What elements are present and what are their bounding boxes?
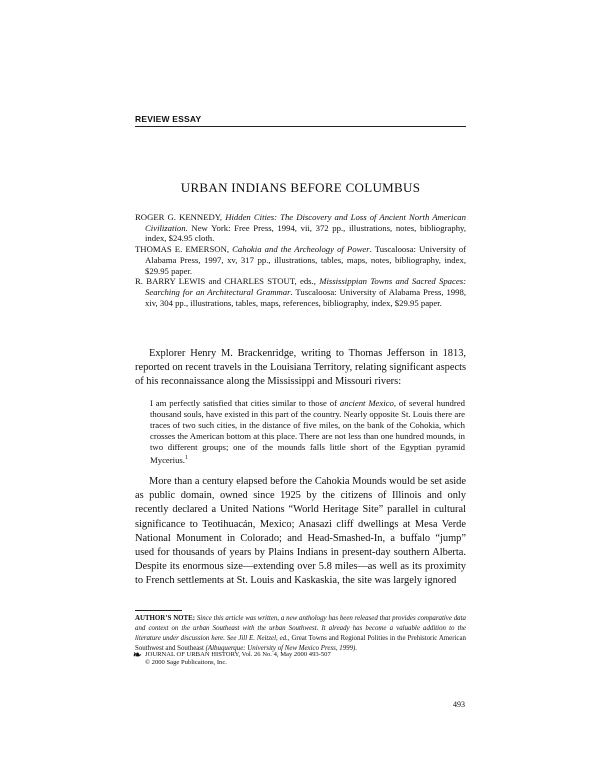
work-authors: ROGER G. KENNEDY, bbox=[135, 212, 226, 222]
quote-emphasis: ancient Mexico bbox=[339, 398, 394, 408]
authors-note-text: Since this article was written, a new anthology has been released that provides comparative data and context on the urban Southeast with the urban Southwest. It already has become a valuable addition to the literature under discussion here. See Jill E. Neitzel, ed., bbox=[135, 615, 466, 642]
work-details: . New York: Free Press, 1994, vii, 372 pp., illustrations, notes, bibliography, index, $24.95 cloth. bbox=[145, 222, 466, 244]
quote-text: , of several hundred thousand souls, have existed in this part of the country. Nearly opposite St. Louis there are traces of two such cities, in the distance of five miles, on the bank of the Cohokia, which crosses the American bottom at this place. There are not less than one hundred mounds, in two different groups; one of the mounds falls little short of the Egyptian pyramid Mycerius. bbox=[150, 398, 465, 465]
publisher-mark-icon: ❧ bbox=[133, 650, 142, 661]
journal-info bbox=[145, 651, 331, 667]
authors-note bbox=[135, 614, 466, 654]
paragraph-1: Explorer Henry M. Brackenridge, writing to Thomas Jefferson in 1813, reported on recent travels in the Louisiana Territory, relating significant aspects of his reconnaissance along the Mississippi and Missouri rivers: bbox=[135, 348, 466, 388]
work-title: Cahokia and the Archeology of Power bbox=[232, 244, 370, 255]
copyright-line: © 2000 Sage Publications, Inc. bbox=[145, 659, 227, 667]
cited-book-title: Great Towns and Regional Polities in the Prehistoric American Southwest and Southeast bbox=[135, 634, 466, 652]
work-details: . Tuscaloosa: University of Alabama Press, 1997, xv, 317 pp., illustrations, tables, maps, notes, bibliography, index, $29.95 paper. bbox=[145, 244, 466, 276]
work-title: Hidden Cities: The Discovery and Loss of Ancient North American Civilization bbox=[145, 212, 466, 233]
authors-note-text: (Albuquerque: University of New Mexico Press, 1999). bbox=[203, 644, 358, 652]
authors-note-label: AUTHOR’S NOTE: bbox=[135, 615, 196, 622]
reviewed-work-2 bbox=[135, 244, 466, 276]
page-number: 493 bbox=[453, 700, 465, 709]
header-rule bbox=[135, 126, 466, 127]
footnote-rule bbox=[135, 610, 182, 611]
quote-text: I am perfectly satisfied that cities similar to those of bbox=[150, 398, 340, 408]
work-authors: R. BARRY LEWIS and CHARLES STOUT, eds., bbox=[135, 276, 320, 287]
work-title: Mississippian Towns and Sacred Spaces: Searching for an Architectural Grammar bbox=[145, 276, 466, 297]
work-details: . Tuscaloosa: University of Alabama Press, 1998, xiv, 304 pp., illustrations, tables, maps, references, bibliography, index, $29.95 paper. bbox=[145, 286, 466, 308]
reviewed-work-1 bbox=[135, 212, 466, 244]
reviewed-work-3 bbox=[135, 276, 466, 308]
block-quote bbox=[150, 398, 465, 465]
journal-citation: JOURNAL OF URBAN HISTORY, Vol. 26 No. 4, May 2000 493-507 bbox=[145, 651, 331, 658]
reviewed-works-list bbox=[135, 212, 466, 308]
paragraph-2: More than a century elapsed before the Cahokia Mounds would be set aside as public domain, owned since 1925 by the citizens of Illinois and only recently declared a United Nations “World Heritage Site” parallel in cultural significance to Teotihuacán, Mexico; Anasazi cliff dwellings at Mesa Verde National Monument in Colorado; and Head-Smashed-In, a buffalo “jump” used for thousands of years by Plains Indians in present-day southern Alberta. Despite its enormous size—extending over 5.8 miles—as well as its proximity to French settlements at St. Louis and Kaskaskia, the site was largely ignored bbox=[135, 476, 466, 587]
note-reference: 1 bbox=[184, 454, 188, 461]
article-title: URBAN INDIANS BEFORE COLUMBUS bbox=[180, 180, 421, 195]
section-label: REVIEW ESSAY bbox=[135, 114, 202, 124]
work-authors: THOMAS E. EMERSON, bbox=[135, 244, 233, 255]
